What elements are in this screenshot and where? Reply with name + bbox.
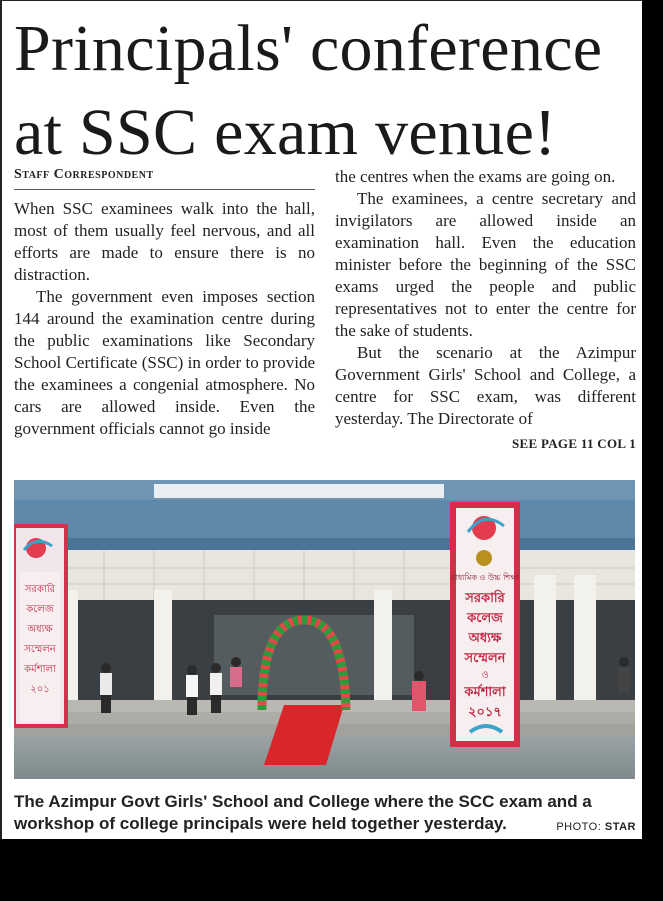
banner-text: ২০১৭ <box>468 705 502 720</box>
banner-text: মাধ্যমিক ও উচ্চ শিক্ষা <box>451 573 519 582</box>
paragraph: When SSC examinees walk into the hall, most of them usually feel nervous, and all efforts are made to ensure there is no distraction. <box>14 199 315 284</box>
banner-text: কর্মশালা <box>464 685 506 700</box>
roof-strip <box>154 484 444 498</box>
left-banner <box>14 526 66 726</box>
banner-text: সরকারি <box>465 591 505 606</box>
photo-illustration <box>14 480 635 779</box>
right-banner <box>450 502 520 747</box>
article-column-2 <box>335 166 636 452</box>
column-2-body <box>335 166 636 430</box>
headline-line-1: Principals' conference <box>14 12 603 85</box>
photo-caption: The Azimpur Govt Girls' School and College where the SCC exam and a workshop of college principals were held together yesterday. <box>14 792 592 833</box>
banner-text: সম্মেলন <box>24 644 56 655</box>
banner-text: অধ্যক্ষ <box>468 631 502 646</box>
photo-credit-source: STAR <box>604 821 636 833</box>
banner-text: ও <box>481 670 489 681</box>
banner-text: সরকারি <box>24 584 56 595</box>
column-1-body <box>14 198 315 440</box>
continuation-note: SEE PAGE 11 COL 1 <box>511 436 636 451</box>
photo-credit <box>556 821 636 833</box>
paragraph: But the scenario at the Azimpur Government Girls' School and College, a centre for SSC exam, was different yesterday. The Directorate of <box>335 343 636 428</box>
banner-text: কলেজ <box>26 604 54 615</box>
photo-credit-label: PHOTO: <box>556 821 602 833</box>
canopy-edge <box>14 538 635 550</box>
paragraph: The examinees, a centre secretary and invigilators are allowed inside an examination hall. Even the education minister before the beginning of the SSC exams urged the people and public representatives not to enter the centre for the sake of students. <box>335 189 636 340</box>
paragraph: The government even imposes section 144 around the examination centre during the public examinations like Secondary School Certificate (SSC) in order to provide the examinees a congenial atmosphere. No cars are allowed inside. Even the government officials cannot go inside <box>14 287 315 438</box>
headline <box>14 7 639 175</box>
banner-text: কর্মশালা <box>24 664 56 675</box>
headline-line-2: at SSC exam venue! <box>14 96 557 169</box>
banner-text: কলেজ <box>467 611 503 626</box>
banner-text: সম্মেলন <box>464 651 506 666</box>
banner-text: অধ্যক্ষ <box>27 624 53 635</box>
banner-text: ২০১ <box>30 684 50 695</box>
byline: Staff Correspondent <box>14 166 315 190</box>
upper-facade <box>14 500 635 538</box>
news-photo <box>14 480 635 779</box>
paragraph: the centres when the exams are going on. <box>335 167 616 186</box>
article-column-1 <box>14 166 315 440</box>
